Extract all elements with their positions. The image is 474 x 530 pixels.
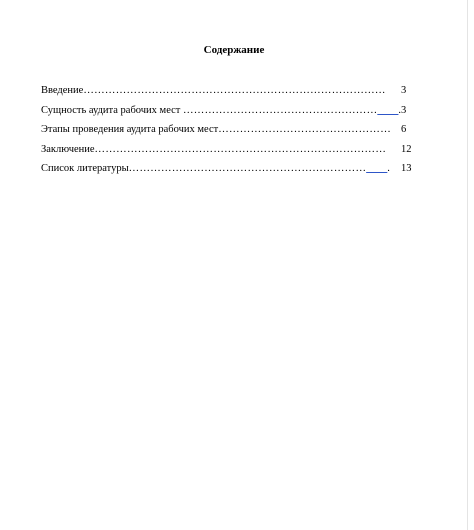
toc-entry bbox=[41, 104, 423, 124]
toc-entry-link[interactable]: ____ bbox=[377, 104, 399, 116]
toc-entry-leader: ………………………………………… bbox=[218, 124, 392, 135]
toc-entry-link[interactable]: ____ bbox=[366, 163, 388, 174]
toc-entry bbox=[41, 143, 423, 163]
toc-entry-label: Список литературы bbox=[41, 163, 129, 174]
toc-entry-leader: ………………………………………………………… bbox=[128, 163, 367, 174]
toc-entry-label: Заключение bbox=[41, 143, 95, 155]
toc-entry-label: Этапы проведения аудита рабочих мест bbox=[41, 124, 219, 135]
toc-entry-leader: ……………………………………………………………………… bbox=[94, 143, 387, 155]
toc-entry-text bbox=[41, 84, 405, 98]
toc-entry-leader-end: . bbox=[398, 104, 402, 116]
toc-entry bbox=[41, 162, 423, 182]
toc-entry-leader: ………………………………………………………………………… bbox=[83, 85, 386, 96]
toc-entry-label: Введение bbox=[41, 85, 84, 96]
toc-entry-leader-end: . bbox=[387, 163, 390, 174]
toc-entry-page: 3 bbox=[401, 104, 407, 116]
toc-entry-label: Сущность аудита рабочих мест bbox=[41, 104, 183, 116]
toc-entry-page: 6 bbox=[401, 124, 407, 135]
toc-entry-text bbox=[41, 162, 405, 176]
toc-entry-page: 12 bbox=[401, 143, 412, 155]
toc-entry-page: 13 bbox=[401, 163, 412, 174]
toc-entry-text bbox=[41, 143, 405, 157]
toc-entry bbox=[41, 123, 423, 143]
toc-entry-leader: ……………………………………………… bbox=[183, 104, 378, 116]
toc-entry bbox=[41, 84, 423, 104]
toc-entry-page: 3 bbox=[401, 85, 407, 96]
toc-entry-text bbox=[41, 104, 405, 118]
table-of-contents bbox=[41, 84, 423, 182]
page-title: Содержание bbox=[203, 44, 265, 56]
toc-entry-text bbox=[41, 123, 405, 137]
